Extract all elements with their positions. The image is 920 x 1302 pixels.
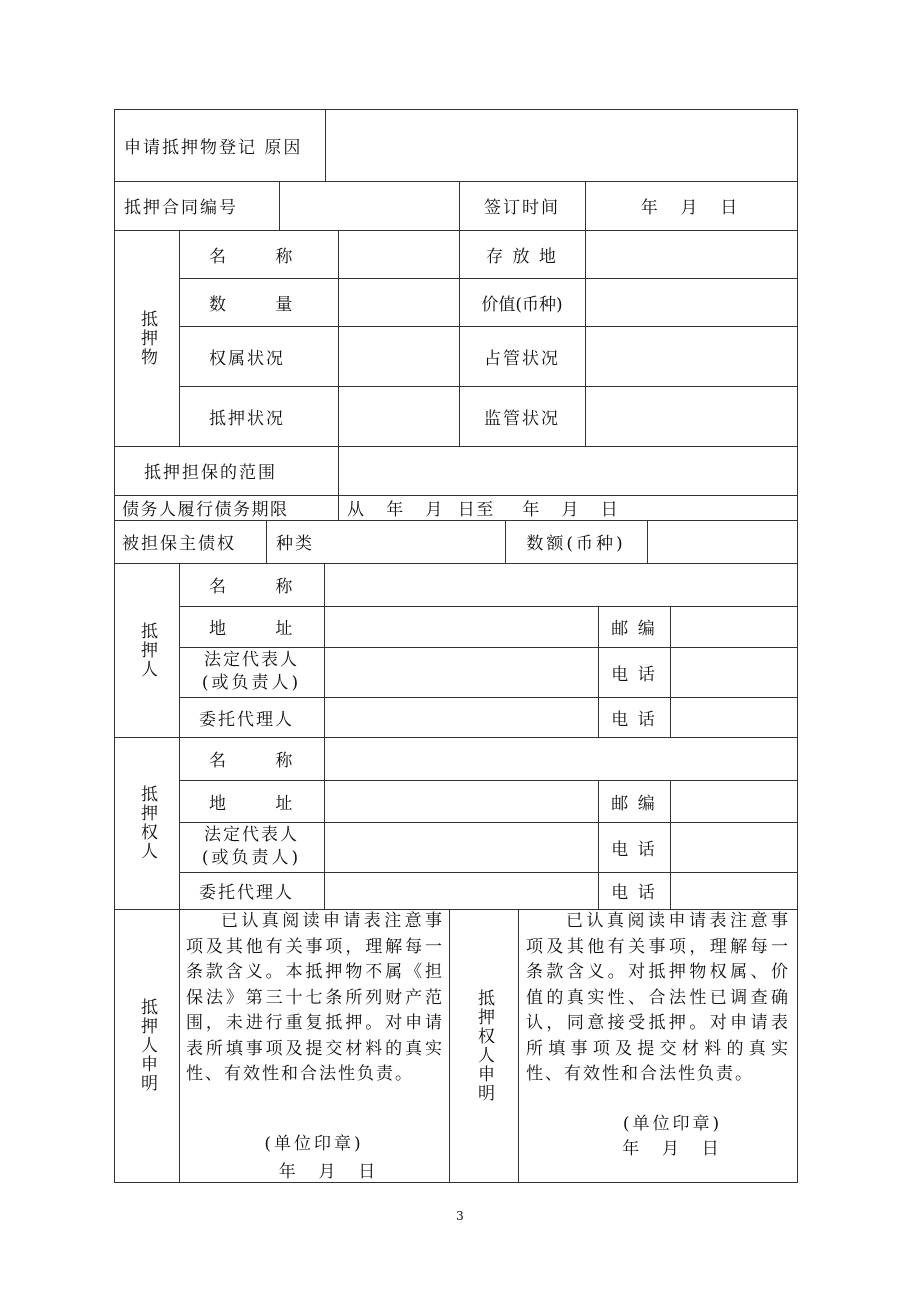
collateral-quantity-label: 数 量 xyxy=(209,294,295,315)
mortgagor-legal-rep-input[interactable] xyxy=(325,648,598,697)
mortgagor-legal-rep-text: 法定代表人 xyxy=(204,650,299,670)
table-border-bottom xyxy=(114,1182,798,1183)
table-border-right xyxy=(797,109,798,1183)
reason-input[interactable] xyxy=(326,110,797,181)
mortgagor-phone-input[interactable] xyxy=(671,648,797,697)
mortgagor-declaration-text: 已认真阅读申请表注意事项及其他有关事项，理解每一条款含义。本抵押物不属《担保法》第三十七条所列财产范围，未进行重复抵押。对申请表所填事项及提交材料的真实性、有效性和合法性负责。 xyxy=(186,911,444,1084)
collateral-section-text: 抵押物 xyxy=(137,309,157,367)
mortgagor-agent-input[interactable] xyxy=(325,698,598,737)
mortgagee-section-text: 抵押权人 xyxy=(137,785,157,861)
contract-number-input[interactable] xyxy=(280,182,459,230)
guarantee-scope-label: 抵押担保的范围 xyxy=(144,463,277,483)
main-debt-kind-label: 种类 xyxy=(276,534,314,554)
mortgagee-legal-rep-text: 法定代表人 xyxy=(204,825,299,845)
sign-date-field[interactable]: 年 月 日 xyxy=(640,198,742,218)
reason-label: 申请抵押物登记 原因 xyxy=(124,137,303,158)
mortgagor-declaration-date[interactable]: 年 月 日 xyxy=(278,1161,380,1182)
mortgagor-phone-label: 电 话 xyxy=(611,664,657,685)
mortgagee-legal-rep-input[interactable] xyxy=(325,823,598,872)
mortgagee-section-label xyxy=(114,737,179,909)
mortgagor-declaration-title: 抵押人申明 xyxy=(137,998,157,1093)
collateral-value-label: 价值(币种) xyxy=(481,294,563,315)
contract-number-label: 抵押合同编号 xyxy=(124,198,238,218)
debt-term-range[interactable]: 从 年 月 日至 年 月 日 xyxy=(347,500,620,520)
collateral-supervision-label: 监管状况 xyxy=(484,408,560,429)
mortgagor-address-input[interactable] xyxy=(325,607,598,647)
mortgagor-name-input[interactable] xyxy=(325,564,797,606)
mortgagee-legal-rep-label xyxy=(179,822,324,872)
collateral-ownership-label: 权属状况 xyxy=(209,348,285,369)
mortgagee-address-label: 地 址 xyxy=(209,793,295,814)
mortgagee-declaration-title: 抵押权人申明 xyxy=(474,988,494,1103)
collateral-location-input[interactable] xyxy=(586,231,797,278)
mortgagee-agent-input[interactable] xyxy=(325,873,598,909)
collateral-section-label xyxy=(114,230,179,446)
mortgagee-seal: (单位印章) xyxy=(622,1113,723,1134)
mortgagee-declaration-date[interactable]: 年 月 日 xyxy=(622,1138,723,1159)
main-debt-amount-label: 数额(币种) xyxy=(526,534,626,554)
mortgagor-legal-rep-label xyxy=(179,647,324,697)
main-debt-kind-input[interactable] xyxy=(339,521,505,563)
mortgagee-declaration-text: 已认真阅读申请表注意事项及其他有关事项，理解每一条款含义。对抵押物权属、价值的真实性、合法性已调查确认，同意接受抵押。对申请表所填事项及提交材料的真实性、有效性和合法性负责。 xyxy=(526,911,790,1084)
mortgagor-phone2-label: 电 话 xyxy=(611,709,657,730)
mortgagee-name-input[interactable] xyxy=(325,738,797,780)
mortgagor-section-label xyxy=(114,563,179,737)
mortgagor-phone2-input[interactable] xyxy=(671,698,797,737)
main-debt-label: 被担保主债权 xyxy=(122,534,236,554)
mortgagee-phone-label: 电 话 xyxy=(611,839,657,860)
collateral-name-label: 名 称 xyxy=(209,246,295,267)
page-number: 3 xyxy=(456,1209,464,1223)
mortgagee-postcode-label: 邮 编 xyxy=(611,793,657,814)
mortgagor-postcode-label: 邮 编 xyxy=(611,619,657,639)
collateral-value-input[interactable] xyxy=(586,279,797,326)
collateral-mortgage-status-label: 抵押状况 xyxy=(209,408,285,429)
mortgagee-phone2-label: 电 话 xyxy=(611,883,657,903)
mortgagor-agent-label: 委托代理人 xyxy=(199,709,294,730)
mortgagor-seal: (单位印章) xyxy=(264,1133,364,1154)
mortgagee-name-label: 名 称 xyxy=(209,751,295,771)
mortgagor-postcode-input[interactable] xyxy=(671,607,797,647)
guarantee-scope-input[interactable] xyxy=(339,447,797,495)
mortgagor-legal-rep-sub: (或负责人) xyxy=(201,673,302,693)
main-debt-amount-input[interactable] xyxy=(648,521,797,563)
mortgagor-address-label: 地 址 xyxy=(209,619,295,639)
collateral-quantity-input[interactable] xyxy=(339,279,459,326)
mortgagee-phone-input[interactable] xyxy=(671,823,797,872)
collateral-ownership-input[interactable] xyxy=(339,327,459,386)
mortgagee-address-input[interactable] xyxy=(325,781,598,822)
mortgagor-name-label: 名 称 xyxy=(209,577,295,597)
collateral-location-label: 存 放 地 xyxy=(486,246,558,267)
collateral-custody-label: 占管状况 xyxy=(484,348,560,369)
collateral-mortgage-status-input[interactable] xyxy=(339,387,459,446)
mortgagor-declaration-label xyxy=(114,909,179,1182)
mortgagee-legal-rep-sub: (或负责人) xyxy=(201,848,302,868)
sign-time-label: 签订时间 xyxy=(484,198,560,218)
mortgagee-declaration-label xyxy=(449,909,518,1182)
mortgagee-postcode-input[interactable] xyxy=(671,781,797,822)
collateral-supervision-input[interactable] xyxy=(586,387,797,446)
collateral-custody-input[interactable] xyxy=(586,327,797,386)
debt-term-label: 债务人履行债务期限 xyxy=(122,500,289,520)
mortgagee-phone2-input[interactable] xyxy=(671,873,797,909)
collateral-name-input[interactable] xyxy=(339,231,459,278)
mortgagee-agent-label: 委托代理人 xyxy=(199,883,294,903)
mortgagor-section-text: 抵押人 xyxy=(137,621,157,679)
